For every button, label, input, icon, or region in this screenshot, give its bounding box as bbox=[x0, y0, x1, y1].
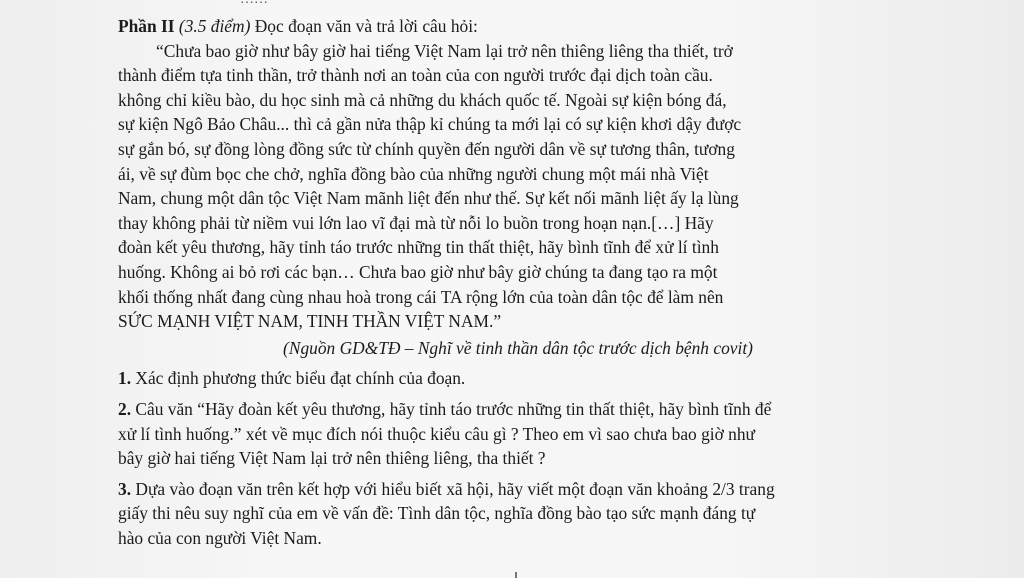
question-text: hào của con người Việt Nam. bbox=[118, 527, 322, 548]
passage-line: “Chưa bao giờ như bây giờ hai tiếng Việt Nam lại trở nên thiêng liêng tha thiết, trở bbox=[156, 40, 733, 61]
section-part-label: Phần II bbox=[118, 16, 175, 36]
passage-line: SỨC MẠNH VIỆT NAM, TINH THẦN VIỆT NAM.” bbox=[118, 311, 502, 332]
question-1 bbox=[118, 366, 918, 391]
cut-off-text bbox=[240, 0, 380, 4]
section-heading bbox=[118, 14, 918, 39]
section-score: (3.5 điểm) bbox=[178, 16, 251, 36]
question-3 bbox=[118, 477, 918, 551]
reading-passage bbox=[118, 39, 918, 334]
question-2 bbox=[118, 397, 918, 471]
question-text: giấy thi nêu suy nghĩ của em về vấn đề: Tình dân tộc, nghĩa đồng bào tạo sức mạnh đáng tự bbox=[118, 503, 756, 524]
question-text: xử lí tình huống.” xét về mục đích nói thuộc kiểu câu gì ? Theo em vì sao chưa bao giờ như bbox=[118, 423, 755, 444]
question-text: Dựa vào đoạn văn trên kết hợp với hiểu biết xã hội, hãy viết một đoạn văn khoảng 2/3 trang bbox=[135, 478, 775, 499]
exam-section bbox=[118, 14, 918, 556]
passage-line: Nam, chung một dân tộc Việt Nam mãnh liệt đến như thế. Sự kết nối mãnh liệt ấy lạ lùng bbox=[118, 188, 739, 209]
question-number: 2. bbox=[118, 398, 132, 419]
passage-line: khối thống nhất đang cùng nhau hoà trong cái TA rộng lớn của toàn dân tộc để làm nên bbox=[118, 286, 724, 307]
question-number: 1. bbox=[118, 368, 132, 389]
passage-line: huống. Không ai bỏ rơi các bạn… Chưa bao giờ như bây giờ chúng ta đang tạo ra một bbox=[118, 261, 718, 282]
question-text: bây giờ hai tiếng Việt Nam lại trở nên thiêng liêng, tha thiết ? bbox=[118, 448, 546, 469]
passage-line: không chỉ kiều bào, du học sinh mà cả những du khách quốc tế. Ngoài sự kiện bóng đá, bbox=[118, 89, 727, 110]
question-number: 3. bbox=[118, 478, 132, 499]
passage-source: (Nguồn GD&TĐ – Nghĩ về tinh thần dân tộc trước dịch bệnh covit) bbox=[283, 337, 753, 358]
page-edge-mark bbox=[515, 572, 517, 578]
passage-line: ái, về sự đùm bọc che chở, nghĩa đồng bào của những người chung một mái nhà Việt bbox=[118, 163, 709, 184]
section-instruction: Đọc đoạn văn và trả lời câu hỏi: bbox=[254, 16, 478, 36]
passage-line: thay không phải từ niềm vui lớn lao vĩ đại mà từ nỗi lo buồn trong hoạn nạn.[…] Hãy bbox=[118, 212, 714, 233]
passage-line: đoàn kết yêu thương, hãy tỉnh táo trước những tin thất thiệt, hãy bình tĩnh để xử lí tình bbox=[118, 237, 719, 258]
passage-line: sự kiện Ngô Bảo Châu... thì cả gần nửa thập kỉ chúng ta mới lại có sự kiện khơi dậy được bbox=[118, 114, 742, 135]
question-text: Câu văn “Hãy đoàn kết yêu thương, hãy tỉnh táo trước những tin thất thiệt, hãy bình tĩnh để bbox=[135, 398, 772, 419]
passage-line: sự gắn bó, sự đồng lòng đồng sức từ chính quyền đến người dân về sự tương thân, tương bbox=[118, 138, 735, 159]
question-text: Xác định phương thức biểu đạt chính của đoạn. bbox=[135, 368, 466, 389]
passage-line: thành điểm tựa tinh thần, trở thành nơi an toàn của con người trước đại dịch toàn cầu. bbox=[118, 65, 713, 86]
